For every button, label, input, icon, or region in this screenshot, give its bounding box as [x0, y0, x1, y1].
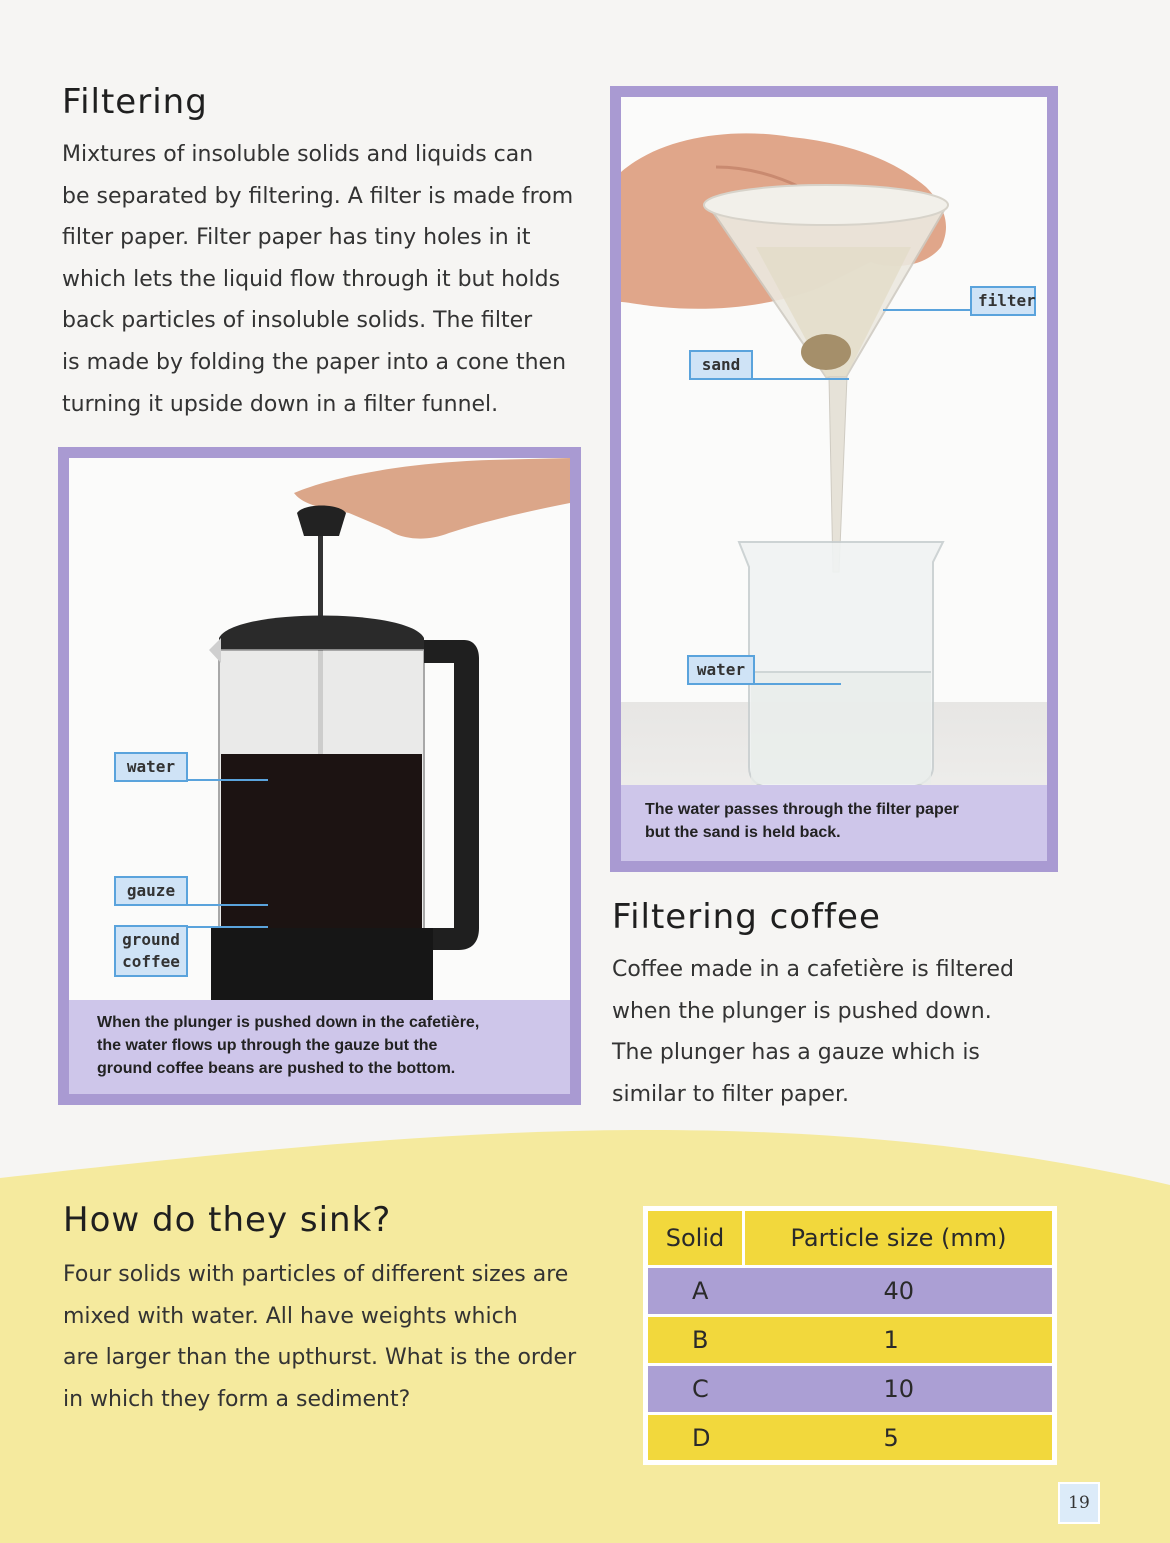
caption-line: ground coffee beans are pushed to the bottom.	[97, 1060, 456, 1077]
solid-cell: D	[646, 1414, 744, 1463]
text-line: filter paper. Filter paper has tiny holes in it	[62, 225, 531, 251]
label-line: coffee	[122, 952, 180, 971]
sink-paragraph	[63, 1254, 603, 1420]
size-cell: 5	[744, 1414, 1055, 1463]
text-line: Coffee made in a cafetière is filtered	[612, 957, 1014, 982]
text-line: mixed with water. All have weights which	[63, 1303, 518, 1329]
table-row	[646, 1267, 1055, 1316]
water-leader-line	[755, 683, 841, 685]
water-leader-line	[188, 779, 268, 781]
how-do-they-sink-heading: How do they sink?	[63, 1200, 392, 1240]
text-line: Mixtures of insoluble solids and liquids can	[62, 142, 534, 167]
solid-cell: B	[646, 1316, 744, 1365]
caption-line: but the sand is held back.	[645, 824, 841, 841]
cafetiere-caption	[69, 1000, 570, 1094]
solid-cell: C	[646, 1365, 744, 1414]
text-line: which lets the liquid flow through it but holds	[62, 266, 561, 292]
text-line: The plunger has a gauze which is	[612, 1040, 980, 1066]
text-line: turning it upside down in a filter funnel.	[62, 391, 499, 417]
cafetiere-photo-panel	[58, 447, 581, 1105]
filter-label: filter	[970, 286, 1036, 316]
caption-line: The water passes through the filter paper	[645, 801, 959, 818]
table-row	[646, 1316, 1055, 1365]
funnel-photo	[621, 97, 1047, 861]
water-label: water	[687, 655, 755, 685]
table-header-row	[646, 1209, 1055, 1267]
gauze-label: gauze	[114, 876, 188, 906]
page-number: 19	[1058, 1482, 1100, 1524]
text-line: is made by folding the paper into a cone then	[62, 349, 567, 375]
filtering-coffee-heading: Filtering coffee	[612, 897, 881, 937]
text-line: in which they form a sediment?	[63, 1386, 411, 1412]
funnel-caption	[621, 785, 1047, 861]
ground-coffee-leader-line	[188, 926, 268, 928]
size-cell: 1	[744, 1316, 1055, 1365]
sand-label: sand	[689, 350, 753, 380]
text-line: similar to filter paper.	[612, 1081, 849, 1107]
filtering-heading: Filtering	[62, 82, 208, 122]
table-row	[646, 1365, 1055, 1414]
caption-line: When the plunger is pushed down in the cafetière,	[97, 1014, 480, 1031]
filtering-coffee-paragraph	[612, 949, 1052, 1115]
water-label: water	[114, 752, 188, 782]
text-line: back particles of insoluble solids. The filter	[62, 308, 533, 334]
label-line: ground	[122, 930, 180, 949]
text-line: are larger than the upthurst. What is the order	[63, 1345, 577, 1371]
gauze-leader-line	[188, 904, 268, 906]
particle-size-table	[643, 1206, 1057, 1465]
sand-leader-line	[753, 378, 849, 380]
table-row	[646, 1414, 1055, 1463]
funnel-photo-panel	[610, 86, 1058, 872]
size-cell: 10	[744, 1365, 1055, 1414]
column-header-particle-size: Particle size (mm)	[744, 1209, 1055, 1267]
filter-leader-line	[883, 309, 971, 311]
text-line: Four solids with particles of different sizes are	[63, 1262, 569, 1287]
text-line: when the plunger is pushed down.	[612, 998, 992, 1024]
ground-coffee-label	[114, 925, 188, 977]
text-line: be separated by filtering. A filter is made from	[62, 183, 574, 209]
column-header-solid: Solid	[646, 1209, 744, 1267]
size-cell: 40	[744, 1267, 1055, 1316]
caption-line: the water flows up through the gauze but the	[97, 1037, 438, 1054]
filtering-paragraph	[62, 134, 582, 425]
solid-cell: A	[646, 1267, 744, 1316]
